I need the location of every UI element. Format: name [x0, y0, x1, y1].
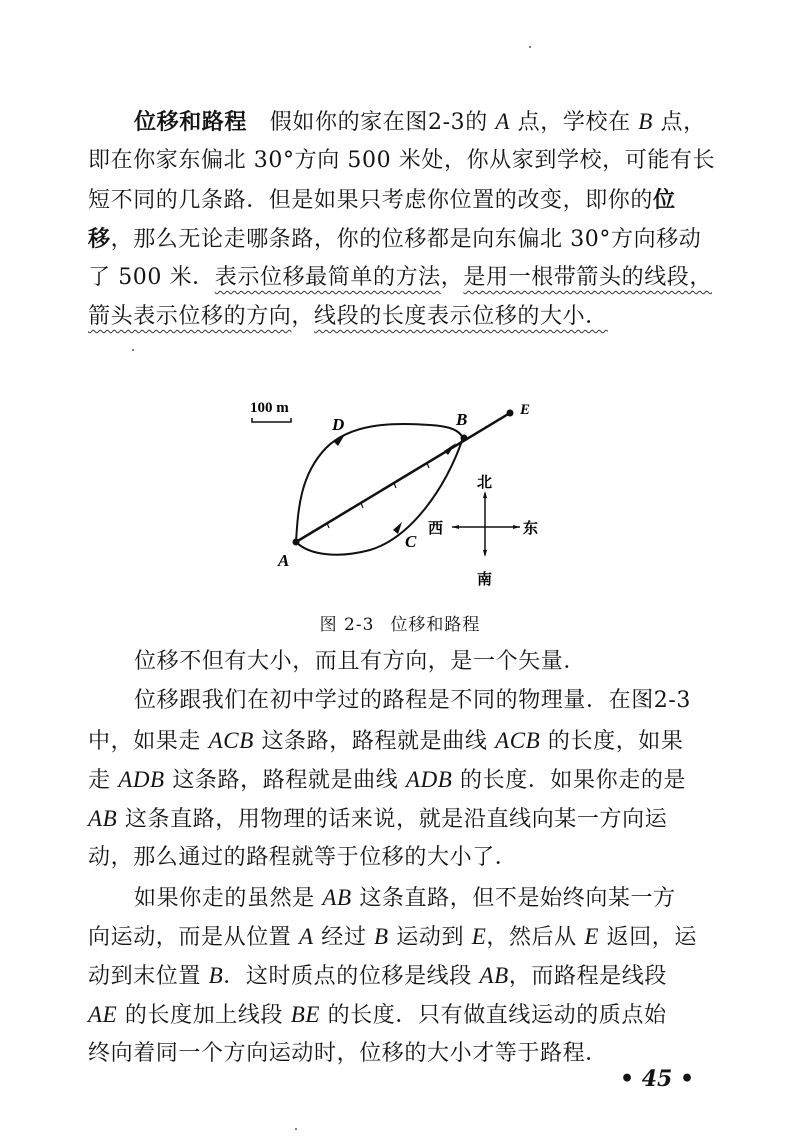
paragraph4-line3: 动到末位置 B．这时质点的位移是线段 AB，而路程是线段: [88, 963, 667, 989]
paragraph1-line4: 移，那么无论走哪条路，你的位移都是向东偏北 30°方向移动: [88, 226, 702, 252]
compass-icon: [452, 491, 520, 557]
scale-label: 100 m: [250, 400, 289, 416]
label-E: E: [520, 402, 531, 418]
point-B-ref: B: [638, 109, 653, 134]
tick-marks: [327, 463, 429, 528]
emphasis-underline: 箭头表示位移的方向: [88, 304, 292, 329]
figure-caption: 图 2-3 位移和路程: [319, 615, 481, 635]
paragraph1-line3: 短不同的几条路．但是如果只考虑你位置的改变，即你的位: [88, 187, 676, 213]
compass-east-label: 东: [523, 521, 539, 537]
point-A-dot: [293, 539, 300, 546]
scale-bar: [250, 400, 291, 422]
paragraph4-line4: AE 的长度加上线段 BE 的长度．只有做直线运动的质点始: [88, 1002, 667, 1028]
emphasis-underline: 是用一根带箭头的线段，: [463, 265, 713, 290]
paragraph2: 位移不但有大小，而且有方向，是一个矢量．: [134, 649, 587, 674]
compass-west-label: 西: [428, 521, 444, 537]
label-D: D: [332, 415, 345, 434]
section-heading: 位移和路程: [134, 109, 248, 135]
scan-speck: [132, 349, 134, 351]
label-A: A: [278, 551, 290, 570]
label-B: B: [456, 410, 468, 429]
point-B-dot: [461, 435, 468, 442]
paragraph3-line3: 走 ADB 这条路，路程就是曲线 ADB 的长度．如果你走的是: [88, 767, 687, 793]
paragraph1-line1: 位移和路程 假如你的家在图2-3的 A 点，学校在 B 点，: [134, 109, 706, 135]
paragraph4-line2: 向运动，而是从位置 A 经过 B 运动到 E，然后从 E 返回，运: [88, 924, 698, 950]
emphasis-underline: 线段的长度表示位移的大小．: [314, 304, 608, 329]
paragraph4-line1: 如果你走的虽然是 AB 这条直路，但不是始终向某一方: [134, 885, 676, 911]
figure-displacement-diagram: [230, 380, 560, 600]
paragraph1-line5: 了 500 米．表示位移最简单的方法，是用一根带箭头的线段，: [88, 265, 713, 290]
paragraph3-line1: 位移跟我们在初中学过的路程是不同的物理量．在图2-3: [134, 688, 692, 713]
scan-speck: [529, 46, 531, 48]
paragraph3-line4: AB 这条直路，用物理的话来说，就是沿直线向某一方向运: [88, 806, 668, 832]
arrow-AB-icon: [444, 443, 456, 455]
emphasis-underline: 表示位移最简单的方法: [214, 265, 441, 290]
label-C: C: [405, 532, 417, 551]
paragraph1-line2: 即在你家东偏北 30°方向 500 米处，你从家到学校，可能有长: [88, 148, 716, 173]
scan-speck: [295, 1128, 297, 1130]
point-A-ref: A: [495, 109, 511, 134]
compass-south-label: 南: [477, 572, 493, 588]
page-number: • 45 •: [620, 1066, 695, 1092]
paragraph1-line6: 箭头表示位移的方向，线段的长度表示位移的大小．: [88, 304, 608, 329]
compass-north-label: 北: [477, 475, 493, 491]
paragraph3-line5: 动，那么通过的路程就等于位移的大小了．: [88, 845, 518, 870]
point-E-dot: [507, 410, 514, 417]
paragraph3-line2: 中，如果走 ACB 这条路，路程就是曲线 ACB 的长度，如果: [88, 728, 684, 754]
paragraph4-line5: 终向着同一个方向运动时，位移的大小才等于路程．: [88, 1041, 608, 1066]
